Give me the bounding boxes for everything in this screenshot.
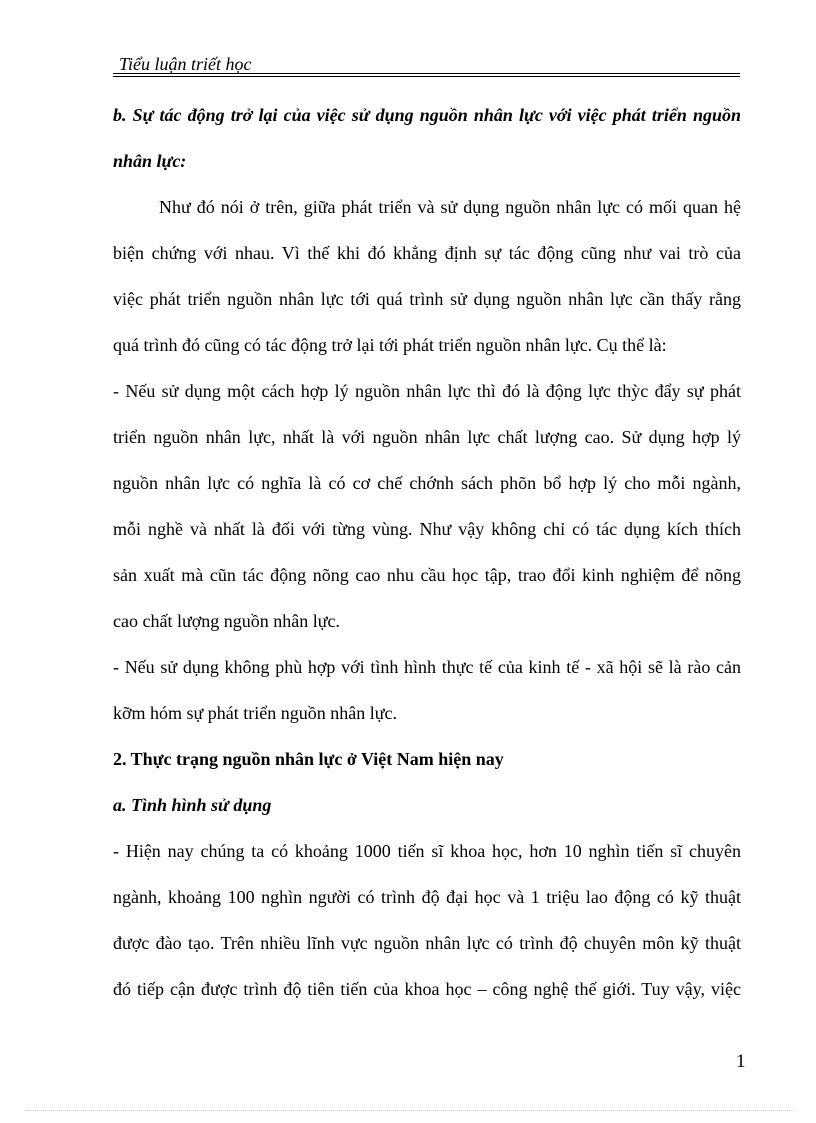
header-rule-thin bbox=[113, 76, 740, 77]
paragraph-line: Như đó nói ở trên, giữa phát triển và sử dụng nguồn nhân lực có mối quan hệ bbox=[159, 197, 741, 217]
paragraph-line: được đào tạo. Trên nhiều lĩnh vực nguồn nhân lực có trình độ chuyên môn kỹ thuật bbox=[113, 933, 741, 953]
paragraph-line: cao chất lượng nguồn nhân lực. bbox=[113, 611, 340, 631]
paragraph-line: sản xuất mà cũn tác động nõng cao nhu cầu học tập, trao đổi kinh nghiệm để nõng bbox=[113, 565, 741, 585]
paragraph-line: mỗi nghề và nhất là đối với từng vùng. Như vậy không chỉ có tác dụng kích thích bbox=[113, 519, 741, 539]
page-bottom-border bbox=[24, 1110, 794, 1111]
bullet-line: - Hiện nay chúng ta có khoảng 1000 tiến sĩ khoa học, hơn 10 nghìn tiến sĩ chuyên bbox=[113, 841, 741, 861]
paragraph-line: kỡm hóm sự phát triển nguồn nhân lực. bbox=[113, 703, 397, 723]
bullet-line: - Nếu sử dụng không phù hợp với tình hình thực tế của kinh tế - xã hội sẽ là rào cản bbox=[113, 657, 741, 677]
page-header bbox=[113, 52, 740, 76]
document-body bbox=[113, 92, 741, 1012]
bullet-line: - Nếu sử dụng một cách hợp lý nguồn nhân lực thì đó là động lực thỳc đẩy sự phát bbox=[113, 381, 741, 401]
header-title: Tiểu luận triết học bbox=[119, 54, 252, 74]
header-rule bbox=[113, 73, 740, 74]
paragraph-line: đó tiếp cận được trình độ tiên tiến của khoa học – công nghệ thế giới. Tuy vậy, việc bbox=[113, 979, 741, 999]
paragraph-line: biện chứng với nhau. Vì thế khi đó khẳng định sự tác động cũng như vai trò của bbox=[113, 243, 741, 263]
paragraph-line: nguồn nhân lực có nghĩa là có cơ chế chớnh sách phõn bổ hợp lý cho mỗi ngành, bbox=[113, 473, 741, 493]
paragraph-line: việc phát triển nguồn nhân lực tới quá trình sử dụng nguồn nhân lực cần thấy rằng bbox=[113, 289, 741, 309]
subsection-heading-a: a. Tình hình sử dụng bbox=[113, 795, 272, 815]
paragraph-line: triển nguồn nhân lực, nhất là với nguồn nhân lực chất lượng cao. Sử dụng hợp lý bbox=[113, 427, 741, 447]
paragraph-line: ngành, khoảng 100 nghìn người có trình độ đại học và 1 triệu lao động có kỹ thuật bbox=[113, 887, 741, 907]
page-number: 1 bbox=[736, 1051, 746, 1072]
section-heading-2: 2. Thực trạng nguồn nhân lực ở Việt Nam hiện nay bbox=[113, 749, 504, 769]
section-heading-b: b. Sự tác động trở lại của việc sử dụng nguồn nhân lực với việc phát triển nguồn bbox=[113, 105, 741, 125]
paragraph-line: quá trình đó cũng có tác động trở lại tới phát triển nguồn nhân lực. Cụ thể là: bbox=[113, 335, 667, 355]
section-heading-b-cont: nhân lực: bbox=[113, 151, 187, 171]
